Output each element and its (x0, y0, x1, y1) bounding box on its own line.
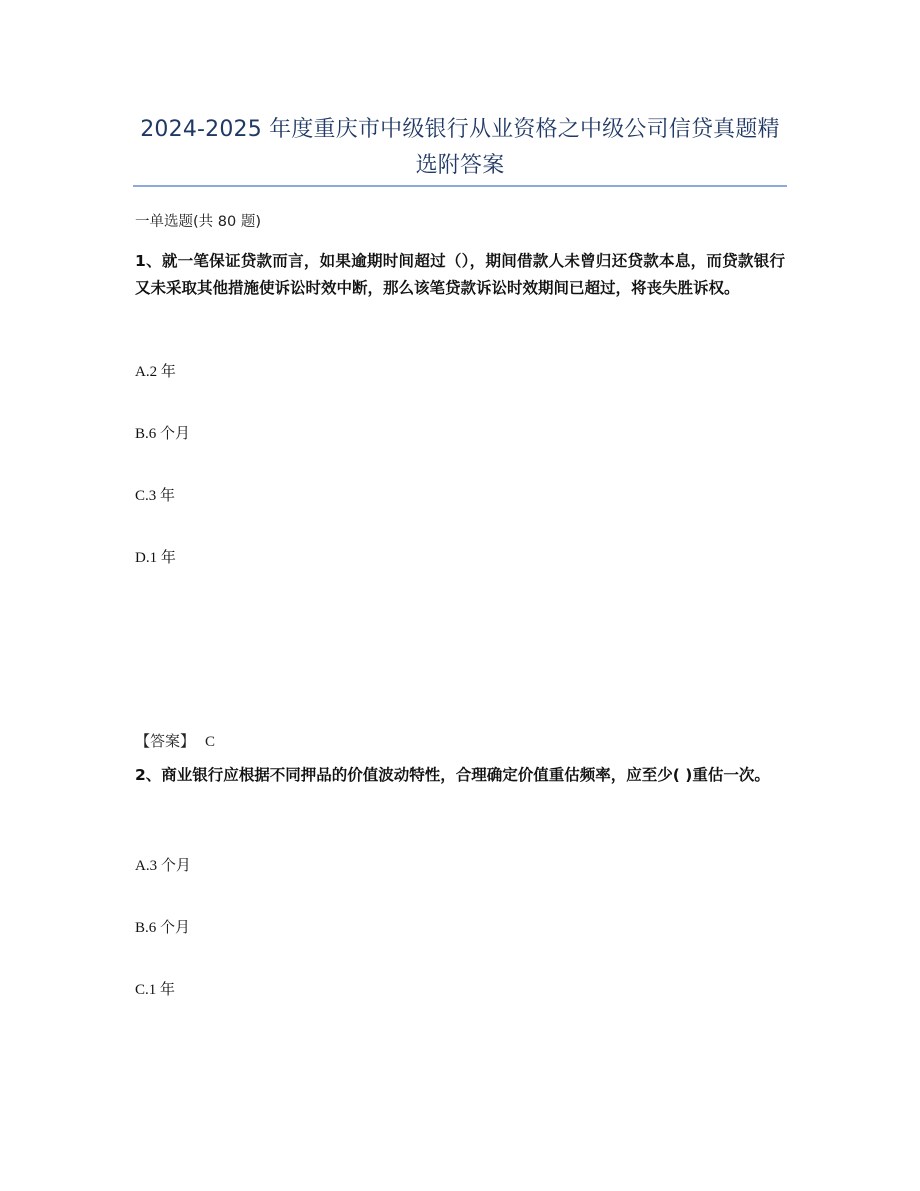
document-title: 2024-2025 年度重庆市中级银行从业资格之中级公司信贷真题精选附答案 (140, 117, 780, 178)
question-1-option-d: D.1 年 (135, 550, 176, 566)
answer-label: 【答案】 (135, 732, 196, 750)
title-divider (133, 185, 787, 187)
question-1-option-b: B.6 个月 (135, 426, 191, 442)
question-2-option-a: A.3 个月 (135, 858, 191, 874)
answer-value: C (205, 734, 216, 750)
question-1-option-c: C.3 年 (135, 488, 176, 504)
question-2-option-b: B.6 个月 (135, 920, 191, 936)
question-2-option-c: C.1 年 (135, 982, 176, 998)
question-1-option-a: A.2 年 (135, 364, 176, 380)
section-heading: 一单选题(共 80 题) (135, 214, 261, 230)
question-1-text: 1、就一笔保证贷款而言，如果逾期时间超过（），期间借款人未曾归还贷款本息，而贷款银行又未采取其他措施使诉讼时效中断，那么该笔贷款诉讼时效期间已超过，将丧失胜诉权。 (135, 252, 785, 297)
question-2-text: 2、商业银行应根据不同押品的价值波动特性，合理确定价值重估频率，应至少( )重估一次。 (135, 766, 770, 784)
question-1-answer (135, 731, 215, 752)
